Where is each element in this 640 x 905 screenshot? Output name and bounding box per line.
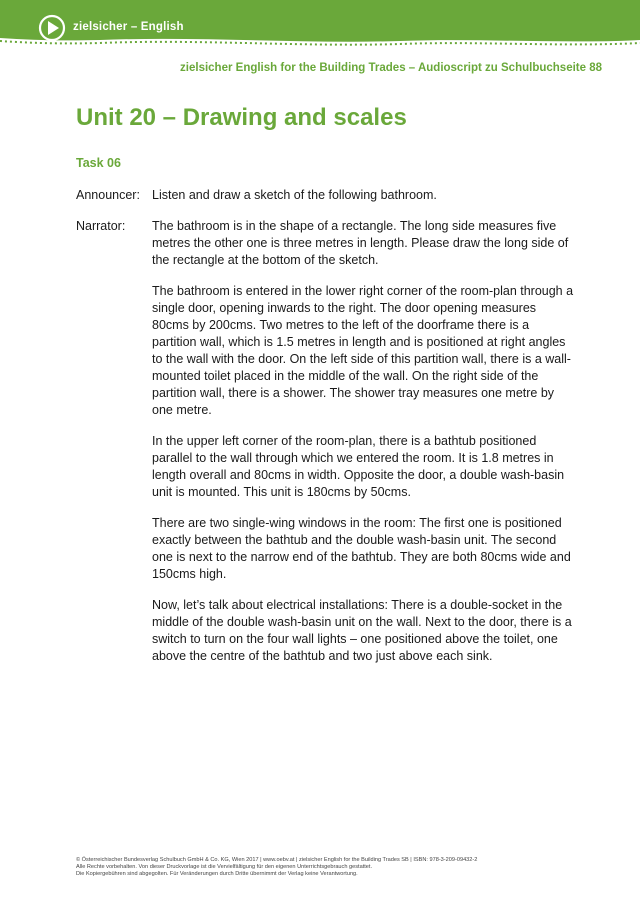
announcer-text — [152, 187, 437, 204]
audioscript — [76, 187, 576, 679]
play-logo-icon — [37, 13, 67, 43]
copyright-line: © Österreichischer Bundesverlag Schulbuch GmbH & Co. KG, Wien 2017 | www.oebv.at | zielsicher English for the Building Trades SB | ISBN: 978-3-209-09432-2 — [76, 857, 478, 863]
paragraph: The bathroom is in the shape of a rectangle. The long side measures five metres the other one is three metres in length. Please draw the long side of the rectangle at the bottom of the sketch. — [152, 219, 569, 267]
rights-line: Alle Rechte vorbehalten. Von dieser Druckvorlage ist die Vervielfältigung für den eigenen Unterrichtsgebrauch gestattet. — [76, 864, 373, 870]
speaker-label: Narrator: — [76, 219, 126, 233]
disclaimer-line: Die Kopiergebühren sind abgegolten. Für Veränderungen durch Dritte übernimmt der Verlag keine Verantwortung. — [76, 871, 358, 877]
paragraph: Listen and draw a sketch of the following bathroom. — [152, 188, 437, 202]
header-subtitle: zielsicher English for the Building Trades – Audioscript zu Schulbuchseite 88 — [180, 62, 602, 74]
logo-text: zielsicher – English — [73, 21, 184, 33]
narrator-row — [76, 218, 576, 665]
paragraph: The bathroom is entered in the lower right corner of the room-plan through a single door, opening inwards to the right. The door opening measures 80cms by 200cms. Two metres to the left of the doorframe there is a partition wall, which is 1.5 metres in length and is positioned at right angles to the wall with the door. On the left side of this partition wall, there is a wall-mounted toilet placed in the middle of the wall. On the right side of the partition wall, there is a shower. The shower tray measures one metre by one metre. — [152, 284, 574, 417]
narrator-text — [152, 218, 576, 665]
footer — [76, 857, 596, 878]
page-title: Unit 20 – Drawing and scales — [76, 104, 407, 131]
speaker-label: Announcer: — [76, 188, 140, 202]
paragraph: There are two single-wing windows in the room: The first one is positioned exactly between the bathtub and the double wash-basin unit. The second one is next to the narrow end of the bathtub. They are both 80cms wide and 150cms high. — [152, 516, 571, 581]
announcer-row — [76, 187, 576, 204]
header-banner — [0, 0, 640, 52]
paragraph: Now, let’s talk about electrical installations: There is a double-socket in the middle of the double wash-basin unit on the wall. Next to the door, there is a switch to turn on the four wall lights – one positioned above the toilet, one above the centre of the bathtub and two just above each sink. — [152, 598, 572, 663]
task-heading: Task 06 — [76, 156, 121, 170]
paragraph: In the upper left corner of the room-plan, there is a bathtub positioned parallel to the wall through which we entered the room. It is 1.8 metres in length overall and 80cms in width. Opposite the door, a double wash-basin unit is mounted. This unit is 180cms by 50cms. — [152, 434, 565, 499]
